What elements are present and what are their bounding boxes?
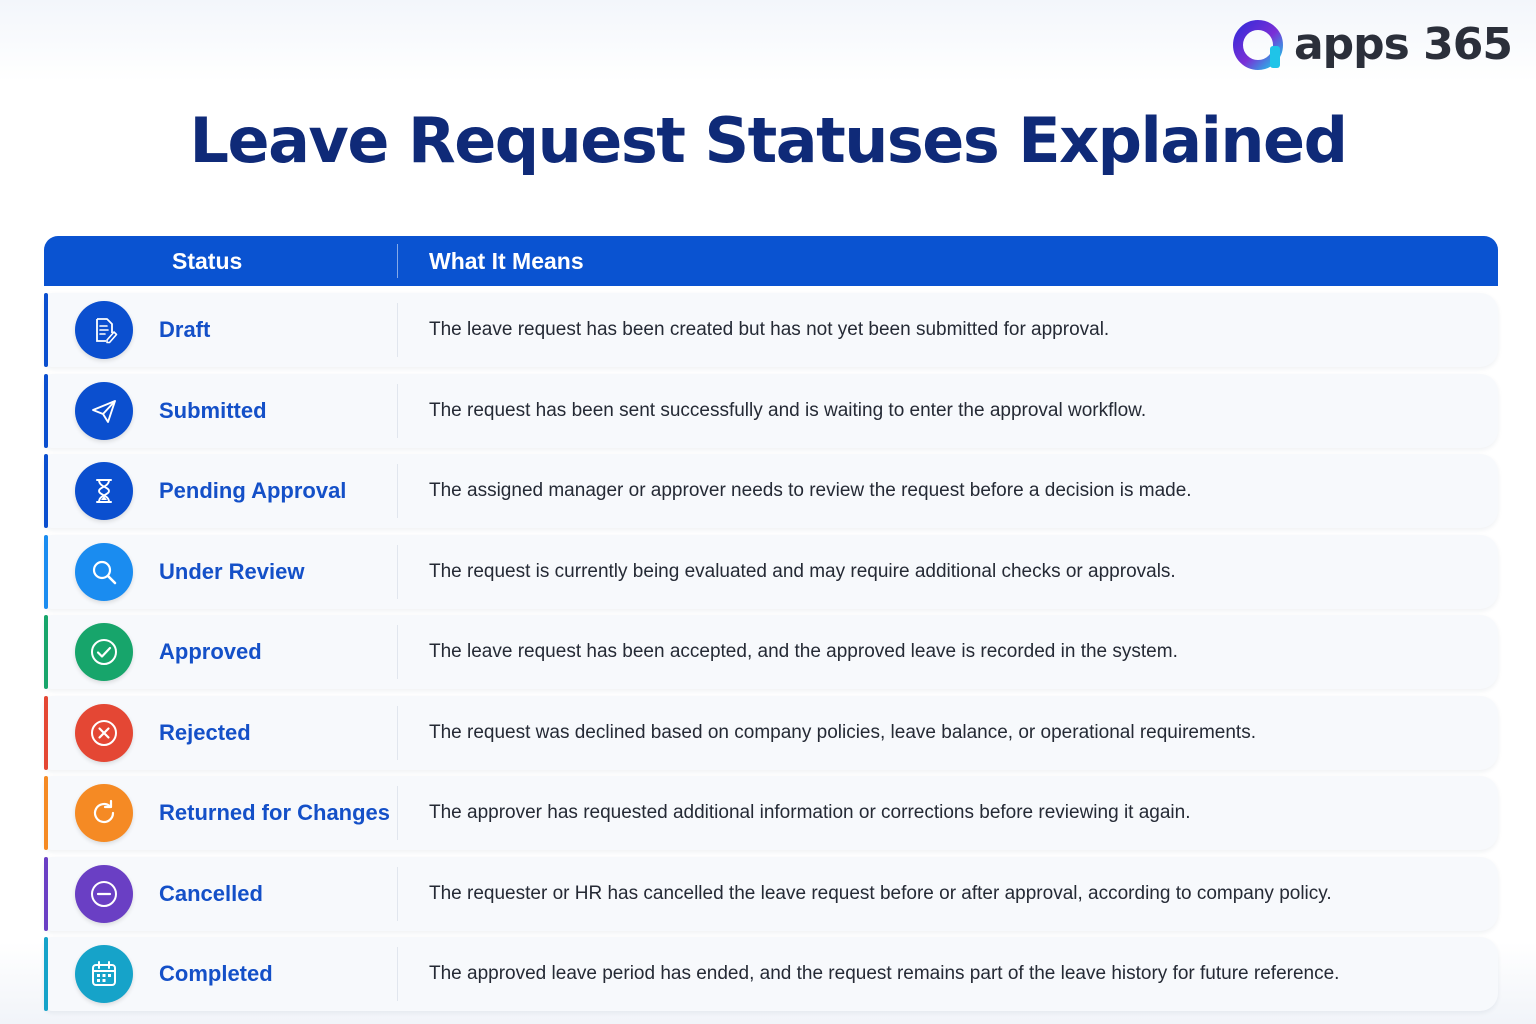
status-table — [44, 236, 1498, 1018]
header-status: Status — [44, 244, 398, 278]
table-row-cancelled — [44, 857, 1498, 931]
table-row-rejected — [44, 696, 1498, 770]
table-row-returned-for-changes — [44, 776, 1498, 850]
status-label: Submitted — [159, 397, 267, 423]
magnifier-icon — [75, 543, 133, 601]
column-divider — [397, 786, 398, 840]
apps365-logo-icon — [1232, 18, 1286, 72]
hourglass-icon — [75, 462, 133, 520]
row-accent-bar — [44, 293, 48, 367]
paper-plane-icon — [75, 382, 133, 440]
column-divider — [397, 947, 398, 1001]
table-header — [44, 236, 1498, 286]
status-description: The assigned manager or approver needs to review the request before a decision is made. — [429, 480, 1192, 501]
status-description: The leave request has been created but has not yet been submitted for approval. — [429, 319, 1110, 340]
apps365-logo[interactable] — [1232, 18, 1512, 72]
status-label: Under Review — [159, 558, 305, 584]
status-description: The request was declined based on company policies, leave balance, or operational requirements. — [429, 721, 1256, 743]
calendar-icon — [75, 945, 133, 1003]
status-label: Completed — [159, 961, 273, 986]
row-accent-bar — [44, 857, 48, 931]
status-description: The request is currently being evaluated and may require additional checks or approvals. — [429, 560, 1176, 582]
table-row-under-review — [44, 535, 1498, 609]
status-description: The requester or HR has cancelled the leave request before or after approval, according to company policy. — [429, 882, 1332, 904]
x-circle-icon — [75, 704, 133, 762]
row-accent-bar — [44, 696, 48, 770]
column-divider — [397, 625, 398, 679]
table-body — [44, 293, 1498, 1011]
row-accent-bar — [44, 535, 48, 609]
check-circle-icon — [75, 623, 133, 681]
column-divider — [397, 384, 398, 438]
status-description: The approved leave period has ended, and the request remains part of the leave history for future reference. — [429, 963, 1340, 984]
table-row-approved — [44, 615, 1498, 689]
status-label: Rejected — [159, 719, 251, 745]
row-accent-bar — [44, 776, 48, 850]
status-label: Draft — [159, 317, 211, 342]
column-divider — [397, 303, 398, 357]
status-description: The leave request has been accepted, and the approved leave is recorded in the system. — [429, 641, 1178, 662]
brand-name: apps 365 — [1293, 19, 1512, 70]
row-accent-bar — [44, 454, 48, 528]
document-edit-icon — [75, 301, 133, 359]
status-label: Approved — [159, 639, 262, 664]
page-title: Leave Request Statuses Explained — [189, 104, 1347, 177]
minus-circle-icon — [75, 865, 133, 923]
status-label: Pending Approval — [159, 478, 347, 503]
column-divider — [397, 867, 398, 921]
status-description: The approver has requested additional information or corrections before reviewing it again. — [429, 802, 1191, 823]
status-label: Cancelled — [159, 880, 263, 906]
row-accent-bar — [44, 615, 48, 689]
row-accent-bar — [44, 374, 48, 448]
status-label: Returned for Changes — [159, 800, 391, 825]
header-what-it-means: What It Means — [429, 247, 584, 274]
table-row-pending-approval — [44, 454, 1498, 528]
table-row-draft — [44, 293, 1498, 367]
column-divider — [397, 706, 398, 760]
table-row-completed — [44, 937, 1498, 1011]
column-divider — [397, 545, 398, 599]
column-divider — [397, 464, 398, 518]
row-accent-bar — [44, 937, 48, 1011]
refresh-icon — [75, 784, 133, 842]
table-row-submitted — [44, 374, 1498, 448]
status-description: The request has been sent successfully and is waiting to enter the approval workflow. — [429, 399, 1147, 421]
